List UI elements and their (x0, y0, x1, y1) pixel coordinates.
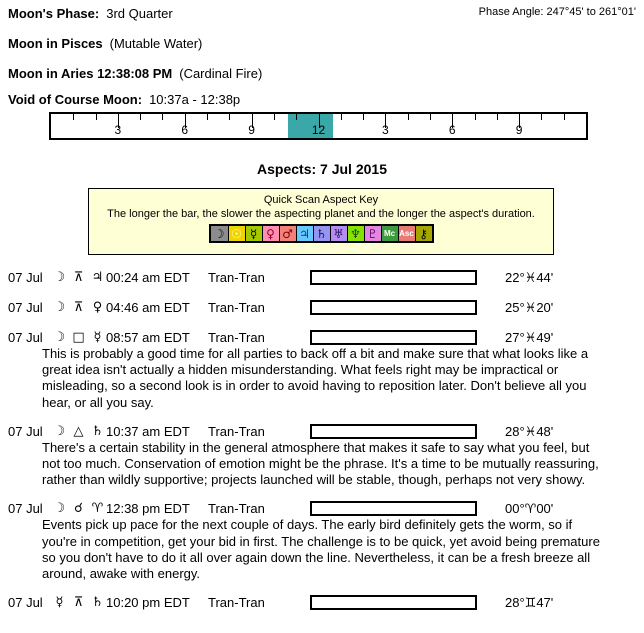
aspect-list (0, 270, 644, 625)
aspect-glyphs (50, 300, 108, 315)
body2-glyph: ♃ (91, 270, 104, 285)
aspect-glyph: ⊼ (73, 595, 84, 611)
ruler-minor-tick (96, 114, 97, 120)
ruler-hour-label: 6 (448, 123, 456, 137)
mercury-key-icon: ☿ (245, 226, 262, 241)
duration-bar (310, 300, 477, 315)
quick-scan-key-title: Quick Scan Aspect Key (263, 194, 379, 206)
aspect-date: 07 Jul (8, 423, 43, 439)
moon-ingress-line (8, 66, 262, 81)
aspect-row (0, 501, 644, 517)
aspect-position: 00°♈00' (505, 501, 554, 517)
void-of-course-label: Void of Course Moon: (8, 92, 143, 107)
body2-glyph: ♀ (92, 300, 103, 315)
ruler-minor-tick (162, 114, 163, 120)
aspect-date: 07 Jul (8, 300, 43, 315)
aspect-position: 22°♓44' (505, 270, 554, 285)
aspects-title: Aspects: 7 Jul 2015 (257, 161, 387, 177)
aspect-glyphs (50, 330, 108, 345)
aspect-time: 08:57 am EDT (106, 330, 190, 345)
ruler-minor-tick (497, 114, 498, 120)
ascendant-key-icon: Asc (398, 226, 415, 241)
ruler-minor-tick (207, 114, 208, 120)
aspect-date: 07 Jul (8, 270, 43, 285)
aspect-glyph: ☌ (74, 501, 83, 517)
aspect-text: There's a certain stability in the general atmosphere that makes it safe to say what you feel, but not too much. Conservation of emotion might be the phrase. It's a time to be mutually reassuring, rather than wildly supportive; projects launched will be stable, though, perhaps not very showy. (42, 439, 599, 488)
ruler-hour-label: 3 (114, 123, 122, 137)
aspect-row (0, 300, 644, 316)
moon-ingress-detail: (Cardinal Fire) (179, 66, 263, 81)
aspect-row (0, 424, 644, 440)
body1-glyph: ☽ (53, 501, 66, 517)
venus-key-icon: ♀ (262, 226, 279, 241)
aspect-row (0, 270, 644, 286)
ruler-hour-label: 3 (382, 123, 389, 137)
moons-phase-label: Moon's Phase: (8, 6, 100, 21)
body1-glyph: ☿ (55, 595, 64, 611)
moon-ingress: Moon in Aries 12:38:08 PM (8, 66, 173, 81)
neptune-key-icon: ♆ (347, 226, 364, 241)
aspect-type: Tran-Tran (208, 595, 265, 611)
quick-scan-key (88, 188, 554, 255)
mars-key-icon: ♂ (279, 226, 296, 241)
moon-key-icon: ☽ (211, 226, 228, 241)
body1-glyph: ☽ (53, 300, 66, 315)
moons-phase-value: 3rd Quarter (106, 6, 173, 21)
jupiter-key-icon: ♃ (296, 226, 313, 241)
aspect-text: Events pick up pace for the next couple of days. The early bird definitely gets the worm, so if you're in competition, get your bid in first. The challenge is to be quick, yet avoid being premature so you don't have to do it all over again down the line. Nevertheless, it can be a fresh breeze all around, awake with energy. (42, 517, 600, 582)
aspect-position: 27°♓49' (505, 330, 554, 345)
ruler-minor-tick (564, 114, 565, 120)
void-of-course-highlight (288, 114, 333, 138)
aspect-date: 07 Jul (8, 595, 43, 611)
uranus-key-icon: ♅ (330, 226, 347, 241)
pluto-key-icon: ♇ (364, 226, 381, 241)
phase-angle (479, 6, 636, 18)
body1-glyph: ☽ (53, 270, 66, 285)
aspect-text: This is probably a good time for all parties to back off a bit and make sure that what looks like a great idea isn't actually a hidden misunderstanding. What feels right may be impractical or misleading, so a second look is in order to avoid having to reposition later. Don't believe all you hear, or all you say. (42, 346, 589, 410)
aspect-time: 10:20 pm EDT (106, 595, 190, 611)
moon-sign: Moon in Pisces (8, 36, 103, 51)
aspect-type: Tran-Tran (208, 330, 265, 345)
aspect-glyphs (50, 424, 108, 439)
ruler-minor-tick (430, 114, 431, 120)
aspect-glyph: ⊼ (73, 300, 84, 315)
aspect-type: Tran-Tran (208, 270, 265, 285)
aspect-type: Tran-Tran (208, 300, 265, 315)
body2-glyph: ♄ (91, 595, 104, 611)
moons-phase-line (8, 6, 173, 21)
aspect-glyph: ⊼ (73, 270, 84, 285)
aspect-row (0, 595, 644, 611)
body1-glyph: ☽ (53, 330, 66, 345)
moon-sign-detail: (Mutable Water) (109, 36, 203, 51)
duration-bar (310, 501, 477, 516)
aspect-date: 07 Jul (8, 330, 43, 345)
aspect-time: 10:37 am EDT (106, 423, 190, 439)
aspect-position: 25°♓20' (505, 300, 554, 315)
void-of-course-line (8, 92, 240, 107)
body2-glyph: ☿ (93, 330, 102, 345)
duration-bar (310, 595, 477, 610)
duration-bar (310, 270, 477, 285)
void-of-course-value: 10:37a - 12:38p (149, 92, 241, 107)
ruler-hour-label: 9 (515, 123, 523, 137)
aspect-glyph: □ (72, 330, 85, 345)
phase-angle-label: Phase Angle: (478, 6, 544, 18)
ruler-minor-tick (274, 114, 275, 120)
ruler-minor-tick (363, 114, 364, 120)
aspect-time: 12:38 pm EDT (106, 501, 190, 517)
aspect-date: 07 Jul (8, 501, 43, 517)
ruler-minor-tick (73, 114, 74, 120)
aspect-glyphs (50, 501, 108, 516)
ruler-minor-tick (341, 114, 342, 120)
aspect-type: Tran-Tran (208, 501, 265, 517)
aspect-position: 28°♓48' (505, 423, 554, 439)
void-of-course-timeline (49, 112, 588, 140)
ruler-minor-tick (229, 114, 230, 120)
quick-scan-key-subtitle: The longer the bar, the slower the aspecting planet and the longer the aspect's duration. (107, 208, 535, 220)
ruler-hour-label: 6 (181, 123, 189, 137)
aspect-row (0, 330, 644, 346)
aspect-position: 28°♊47' (505, 595, 554, 611)
aspect-time: 04:46 am EDT (106, 300, 190, 315)
body1-glyph: ☽ (53, 423, 66, 439)
aspect-glyphs (50, 270, 108, 285)
phase-angle-value: 247°45' to 261°01' (546, 6, 636, 18)
aspect-time: 00:24 am EDT (106, 270, 190, 285)
aspect-glyph: △ (73, 423, 84, 439)
aspect-type: Tran-Tran (208, 423, 265, 439)
ruler-minor-tick (475, 114, 476, 120)
moon-sign-line (8, 36, 202, 51)
ruler-minor-tick (140, 114, 141, 120)
body2-glyph: ♈ (91, 501, 104, 517)
planet-color-legend (209, 224, 434, 243)
ruler-hour-label: 12 (311, 123, 326, 137)
duration-bar (310, 424, 477, 439)
duration-bar (310, 330, 477, 345)
midheaven-key-icon: Mc (381, 226, 398, 241)
body2-glyph: ♄ (91, 423, 104, 439)
ruler-minor-tick (408, 114, 409, 120)
aspect-glyphs (50, 595, 108, 610)
ruler-minor-tick (296, 114, 297, 120)
ruler-minor-tick (541, 114, 542, 120)
chiron-key-icon: ⚷ (415, 226, 432, 241)
saturn-key-icon: ♄ (313, 226, 330, 241)
ruler-hour-label: 9 (248, 123, 255, 137)
sun-key-icon: ☉ (228, 226, 245, 241)
